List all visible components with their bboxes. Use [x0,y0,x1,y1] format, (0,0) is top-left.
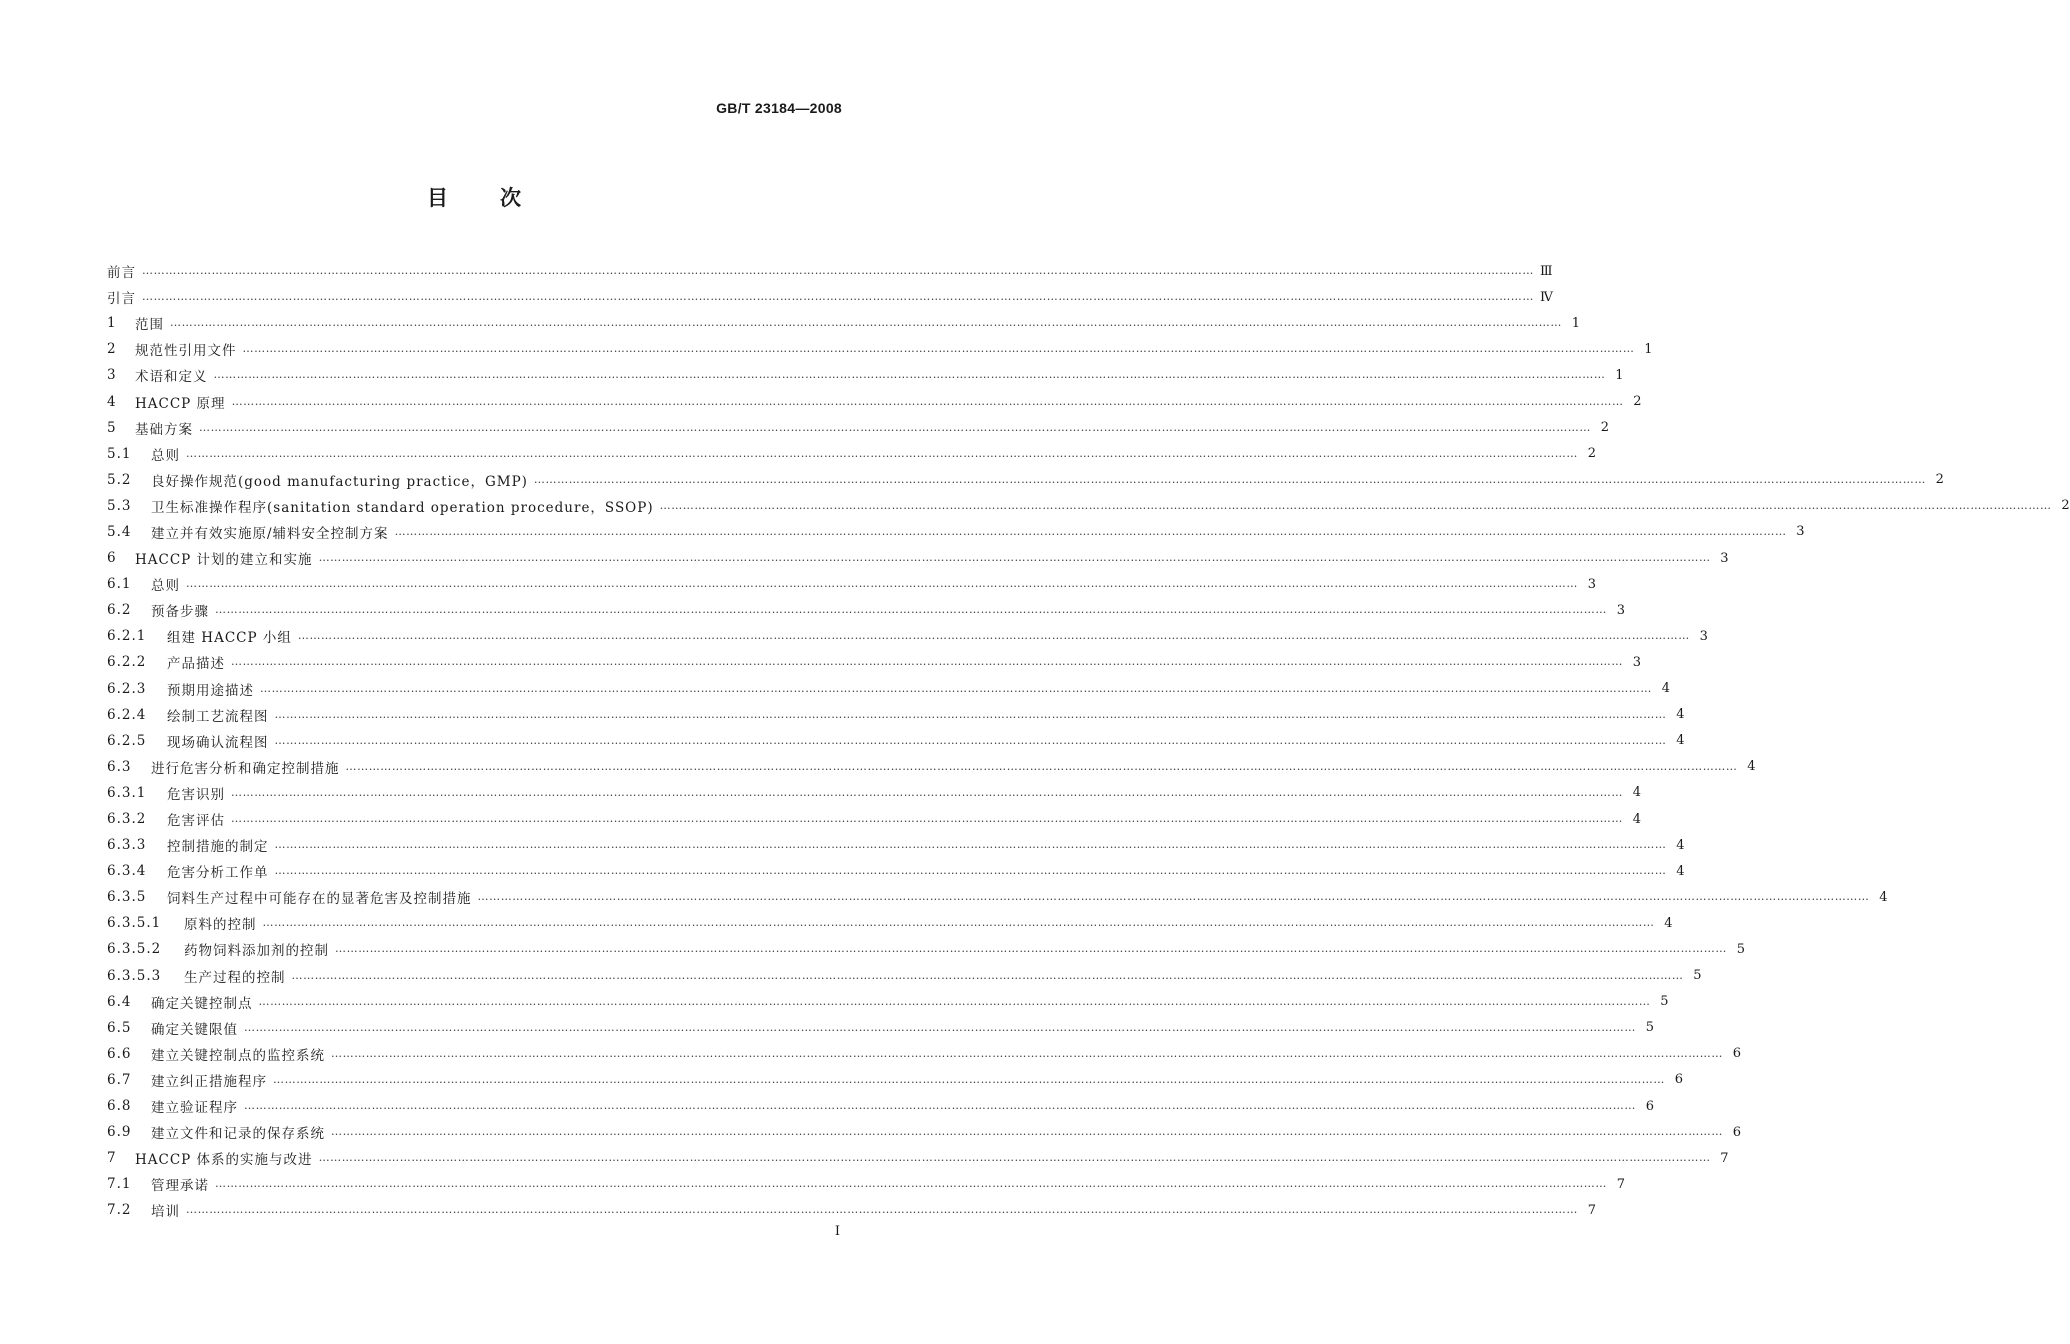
toc-entry[interactable] [107,310,1580,336]
toc-entry-title: 术语和定义 [135,369,208,386]
toc-leader-dots: ……………………………………………………………………………………………………………………………………………………………………………………………………………………………………………………………………………………………………………………………… [274,864,1667,878]
toc-entry-title: HACCP 原理 [135,395,226,412]
toc-entry-number: 2 [107,341,117,358]
toc-entry[interactable] [107,1067,1683,1093]
toc-entry-page: 4 [1632,811,1641,827]
toc-entry-page: 5 [1660,994,1669,1010]
toc-entry-page: 3 [1616,602,1625,618]
toc-entry-title: 基础方案 [135,421,193,438]
toc-entry[interactable] [107,1197,1596,1223]
toc-leader-dots: ……………………………………………………………………………………………………………………………………………………………………………………………………………………………………………………………………………………………………………………………… [331,1046,1723,1060]
toc-entry-title: 组建 HACCP 小组 [167,630,292,647]
toc-entry-number: 4 [107,393,117,410]
toc-leader-dots: ……………………………………………………………………………………………………………………………………………………………………………………………………………………………………………………………………………………………………………………………… [242,342,1635,356]
toc-entry-title: 药物饲料添加剂的控制 [184,943,329,960]
toc-entry[interactable] [107,989,1669,1015]
toc-leader-dots: ……………………………………………………………………………………………………………………………………………………………………………………………………………………………………………………………………………………………………………………………… [331,1125,1723,1139]
toc-entry-page: 4 [1676,837,1685,853]
toc-entry-page: Ⅳ [1540,289,1553,305]
toc-entry-title: 预期用途描述 [167,682,254,699]
toc-entry[interactable] [107,571,1596,597]
toc-entry-page: 2 [1633,394,1642,410]
toc-entry[interactable] [107,545,1729,571]
toc-entry-number: 7 [107,1150,117,1167]
toc-leader-dots: ……………………………………………………………………………………………………………………………………………………………………………………………………………………………………………………………………………………………………………………………… [291,968,1684,982]
toc-leader-dots: ……………………………………………………………………………………………………………………………………………………………………………………………………………………………………………………………………………………………………………………………… [318,1151,1711,1165]
toc-entry[interactable] [107,858,1685,884]
toc-entry-title: 培训 [151,1204,180,1221]
toc-entry-title: 总则 [151,578,180,595]
toc-entry[interactable] [107,910,1673,936]
toc-entry-title: 进行危害分析和确定控制措施 [151,760,340,777]
toc-entry[interactable] [107,493,2070,519]
toc-entry[interactable] [107,1015,1654,1041]
toc-entry-number: 6.2 [107,602,132,619]
toc-entry-page: 4 [1664,915,1673,931]
toc-entry[interactable] [107,519,1805,545]
footer-page-number: Ⅰ [834,1224,840,1239]
toc-entry-number: 5.3 [107,497,132,514]
toc-entry-page: 6 [1732,1124,1741,1140]
toc-entry-number: 6.3.5.1 [107,915,162,932]
toc-entry-page: 3 [1632,654,1641,670]
toc-entry-title: 建立并有效实施原/辅料安全控制方案 [151,525,389,542]
toc-leader-dots: ……………………………………………………………………………………………………………………………………………………………………………………………………………………………………………………………………………………………………………………………… [274,838,1667,852]
toc-entry-page: 4 [1879,889,1888,905]
toc-entry-title: 建立纠正措施程序 [151,1073,267,1090]
toc-leader-dots: ……………………………………………………………………………………………………………………………………………………………………………………………………………………………………………………………………………………………………………………………… [231,655,1623,669]
toc-entry-number: 3 [107,367,117,384]
toc-leader-dots: ……………………………………………………………………………………………………………………………………………………………………………………………………………………………………………………………………………………………………………………………… [533,472,1926,486]
toc-entry-page: 4 [1676,733,1685,749]
toc-leader-dots: ……………………………………………………………………………………………………………………………………………………………………………………………………………………………………………………………………………………………………………………………… [142,264,1534,278]
toc-entry-number: 6.2.1 [107,628,147,645]
toc-leader-dots: ……………………………………………………………………………………………………………………………………………………………………………………………………………………………………………………………………………………………………………………………… [199,420,1591,434]
toc-entry-number: 6.3.4 [107,863,147,880]
toc-leader-dots: ……………………………………………………………………………………………………………………………………………………………………………………………………………………………………………………………………………………………………………………………… [231,785,1623,799]
toc-leader-dots: ……………………………………………………………………………………………………………………………………………………………………………………………………………………………………………………………………………………………………………………………… [659,498,2052,512]
toc-leader-dots: ……………………………………………………………………………………………………………………………………………………………………………………………………………………………………………………………………………………………………………………………… [231,812,1623,826]
toc-leader-dots: ……………………………………………………………………………………………………………………………………………………………………………………………………………………………………………………………………………………………………………………………… [273,1072,1665,1086]
toc-leader-dots: ……………………………………………………………………………………………………………………………………………………………………………………………………………………………………………………………………………………………………………………………… [274,707,1667,721]
toc-entry-number: 6.3.5 [107,889,147,906]
toc-entry[interactable] [107,1171,1625,1197]
toc-leader-dots: ……………………………………………………………………………………………………………………………………………………………………………………………………………………………………………………………………………………………………………………………… [170,316,1562,330]
toc-entry[interactable] [107,597,1625,623]
toc-entry-title: 绘制工艺流程图 [167,708,269,725]
toc-leader-dots: ……………………………………………………………………………………………………………………………………………………………………………………………………………………………………………………………………………………………………………………………… [215,1177,1607,1191]
toc-entry-title: 卫生标准操作程序(sanitation standard operation procedure，SSOP) [151,499,654,516]
toc-entry-page: 4 [1676,707,1685,723]
toc-entry-title: 引言 [107,291,136,308]
toc-entry-page: 1 [1571,315,1580,331]
toc-entry-title: 建立文件和记录的保存系统 [151,1126,325,1143]
toc-entry-number: 6.7 [107,1071,132,1088]
toc-entry-title: 建立验证程序 [151,1100,238,1117]
toc-entry-number: 6.2.5 [107,732,147,749]
toc-entry-title: HACCP 体系的实施与改进 [135,1152,313,1169]
toc-leader-dots: ……………………………………………………………………………………………………………………………………………………………………………………………………………………………………………………………………………………………………………………………… [335,942,1727,956]
toc-entry-number: 5.4 [107,523,132,540]
toc-entry-number: 6.3.2 [107,811,147,828]
toc-leader-dots: ……………………………………………………………………………………………………………………………………………………………………………………………………………………………………………………………………………………………………………………………… [318,551,1711,565]
toc-entry-title: 范围 [135,317,164,334]
toc-entry-number: 6.2.2 [107,654,147,671]
toc-entry-page: 2 [1600,420,1609,436]
toc-leader-dots: ……………………………………………………………………………………………………………………………………………………………………………………………………………………………………………………………………………………………………………………………… [244,1020,1636,1034]
toc-entry-title: 危害分析工作单 [167,865,269,882]
toc-entry-number: 6.3.5.3 [107,967,162,984]
toc-entry-number: 5 [107,419,117,436]
toc-entry-page: 3 [1699,628,1708,644]
toc-entry-number: 6.4 [107,993,132,1010]
toc-entry-title: 总则 [151,447,180,464]
toc-entry[interactable] [107,1041,1741,1067]
toc-entry[interactable] [107,963,1702,989]
toc-entry-number: 6.2.3 [107,680,147,697]
toc-entry-page: 7 [1616,1176,1625,1192]
toc-entry-page: Ⅲ [1540,263,1553,279]
toc-leader-dots: ……………………………………………………………………………………………………………………………………………………………………………………………………………………………………………………………………………………………………………………………… [262,916,1655,930]
standard-code: GB/T 23184—2008 [716,100,842,116]
toc-entry[interactable] [107,362,1624,388]
toc-entry-page: 3 [1587,576,1596,592]
toc-entry-page: 7 [1587,1202,1596,1218]
toc-entry[interactable] [107,884,1888,910]
toc-entry-title: 危害识别 [167,786,225,803]
toc-entry-number: 5.1 [107,445,132,462]
toc-leader-dots: ……………………………………………………………………………………………………………………………………………………………………………………………………………………………………………………………………………………………………………………………… [231,394,1624,408]
toc-leader-dots: ……………………………………………………………………………………………………………………………………………………………………………………………………………………………………………………………………………………………………………………………… [186,1203,1578,1217]
toc-entry-title: 前言 [107,265,136,282]
toc-entry-page: 4 [1632,785,1641,801]
toc-entry-number: 7.2 [107,1202,132,1219]
toc-leader-dots: ……………………………………………………………………………………………………………………………………………………………………………………………………………………………………………………………………………………………………………………………… [258,994,1651,1008]
toc-entry-page: 5 [1693,968,1702,984]
page-title-char-2: 次 [500,186,523,210]
toc-entry[interactable] [107,649,1641,675]
page-title [0,182,950,212]
toc-entry-number: 6.5 [107,1019,132,1036]
toc-entry[interactable] [107,832,1685,858]
toc-entry-number: 7.1 [107,1176,132,1193]
toc-entry-title: 原料的控制 [184,917,257,934]
toc-entry-number: 6.9 [107,1124,132,1141]
toc-entry-page: 5 [1645,1020,1654,1036]
toc-entry-number: 6.3.5.2 [107,941,162,958]
toc-entry[interactable] [107,258,1553,284]
toc-entry[interactable] [107,936,1745,962]
toc-entry-title: 控制措施的制定 [167,839,269,856]
toc-entry-title: 危害评估 [167,813,225,830]
toc-entry-number: 6.3.1 [107,784,147,801]
toc-leader-dots: ……………………………………………………………………………………………………………………………………………………………………………………………………………………………………………………………………………………………………………………………… [142,290,1534,304]
toc-entry-page: 6 [1645,1098,1654,1114]
toc-entry-title: 良好操作规范(good manufacturing practice，GMP) [151,473,528,490]
toc-entry[interactable] [107,676,1670,702]
toc-leader-dots: ……………………………………………………………………………………………………………………………………………………………………………………………………………………………………………………………………………………………………………………………… [244,1099,1636,1113]
toc-leader-dots: ……………………………………………………………………………………………………………………………………………………………………………………………………………………………………………………………………………………………………………………………… [213,368,1606,382]
toc-leader-dots: ……………………………………………………………………………………………………………………………………………………………………………………………………………………………………………………………………………………………………………………………… [186,446,1578,460]
toc-entry-number: 6.3.3 [107,837,147,854]
toc-entry-number: 6.3 [107,758,132,775]
toc-leader-dots: ……………………………………………………………………………………………………………………………………………………………………………………………………………………………………………………………………………………………………………………………… [297,629,1690,643]
toc-leader-dots: ……………………………………………………………………………………………………………………………………………………………………………………………………………………………………………………………………………………………………………………………… [345,759,1738,773]
toc-entry-number: 6.1 [107,576,132,593]
toc-entry-page: 4 [1661,681,1670,697]
toc-entry[interactable] [107,780,1641,806]
toc-leader-dots: ……………………………………………………………………………………………………………………………………………………………………………………………………………………………………………………………………………………………………………………………… [186,577,1578,591]
page-title-char-1: 目 [427,186,450,210]
toc-entry-title: 确定关键控制点 [151,995,253,1012]
toc-entry-number: 5.2 [107,471,132,488]
toc-entry-page: 4 [1747,759,1756,775]
toc-entry[interactable] [107,284,1553,310]
toc-entry-title: 管理承诺 [151,1178,209,1195]
toc-entry-title: 预备步骤 [151,604,209,621]
toc-entry-page: 6 [1674,1072,1683,1088]
toc-entry-number: 6 [107,550,117,567]
toc-entry[interactable] [107,806,1641,832]
toc-entry[interactable] [107,415,1609,441]
toc-leader-dots: ……………………………………………………………………………………………………………………………………………………………………………………………………………………………………………………………………………………………………………………………… [260,681,1652,695]
toc-entry-page: 1 [1644,341,1653,357]
table-of-contents [107,258,2070,1223]
toc-entry-page: 5 [1736,941,1745,957]
toc-entry-title: 生产过程的控制 [184,969,286,986]
toc-entry-page: 2 [1587,446,1596,462]
toc-entry[interactable] [107,1119,1741,1145]
toc-entry[interactable] [107,336,1653,362]
toc-entry-title: 现场确认流程图 [167,734,269,751]
toc-entry-title: 饲料生产过程中可能存在的显著危害及控制措施 [167,891,472,908]
toc-entry[interactable] [107,388,1642,414]
toc-entry[interactable] [107,702,1685,728]
toc-entry[interactable] [107,1145,1729,1171]
toc-entry-page: 2 [2061,498,2070,514]
toc-entry-title: HACCP 计划的建立和实施 [135,552,313,569]
toc-entry-page: 3 [1720,550,1729,566]
toc-entry-number: 6.8 [107,1098,132,1115]
toc-entry-page: 1 [1615,367,1624,383]
toc-entry[interactable] [107,1093,1654,1119]
toc-entry[interactable] [107,728,1685,754]
toc-entry-page: 4 [1676,863,1685,879]
toc-entry[interactable] [107,441,1596,467]
toc-entry[interactable] [107,467,1944,493]
toc-entry-title: 确定关键限值 [151,1021,238,1038]
toc-entry-page: 3 [1796,524,1805,540]
toc-entry-number: 6.2.4 [107,706,147,723]
toc-entry-title: 规范性引用文件 [135,343,237,360]
toc-entry-page: 7 [1720,1150,1729,1166]
toc-leader-dots: ……………………………………………………………………………………………………………………………………………………………………………………………………………………………………………………………………………………………………………………………… [274,733,1667,747]
toc-entry[interactable] [107,623,1708,649]
toc-leader-dots: ……………………………………………………………………………………………………………………………………………………………………………………………………………………………………………………………………………………………………………………………… [394,524,1787,538]
toc-entry-title: 建立关键控制点的监控系统 [151,1047,325,1064]
toc-entry-number: 6.6 [107,1045,132,1062]
toc-entry-number: 1 [107,315,117,332]
toc-entry-page: 2 [1935,472,1944,488]
toc-entry[interactable] [107,754,1756,780]
toc-entry-title: 产品描述 [167,656,225,673]
toc-leader-dots: ……………………………………………………………………………………………………………………………………………………………………………………………………………………………………………………………………………………………………………………………… [477,890,1870,904]
toc-entry-page: 6 [1732,1046,1741,1062]
toc-leader-dots: ……………………………………………………………………………………………………………………………………………………………………………………………………………………………………………………………………………………………………………………………… [215,603,1607,617]
